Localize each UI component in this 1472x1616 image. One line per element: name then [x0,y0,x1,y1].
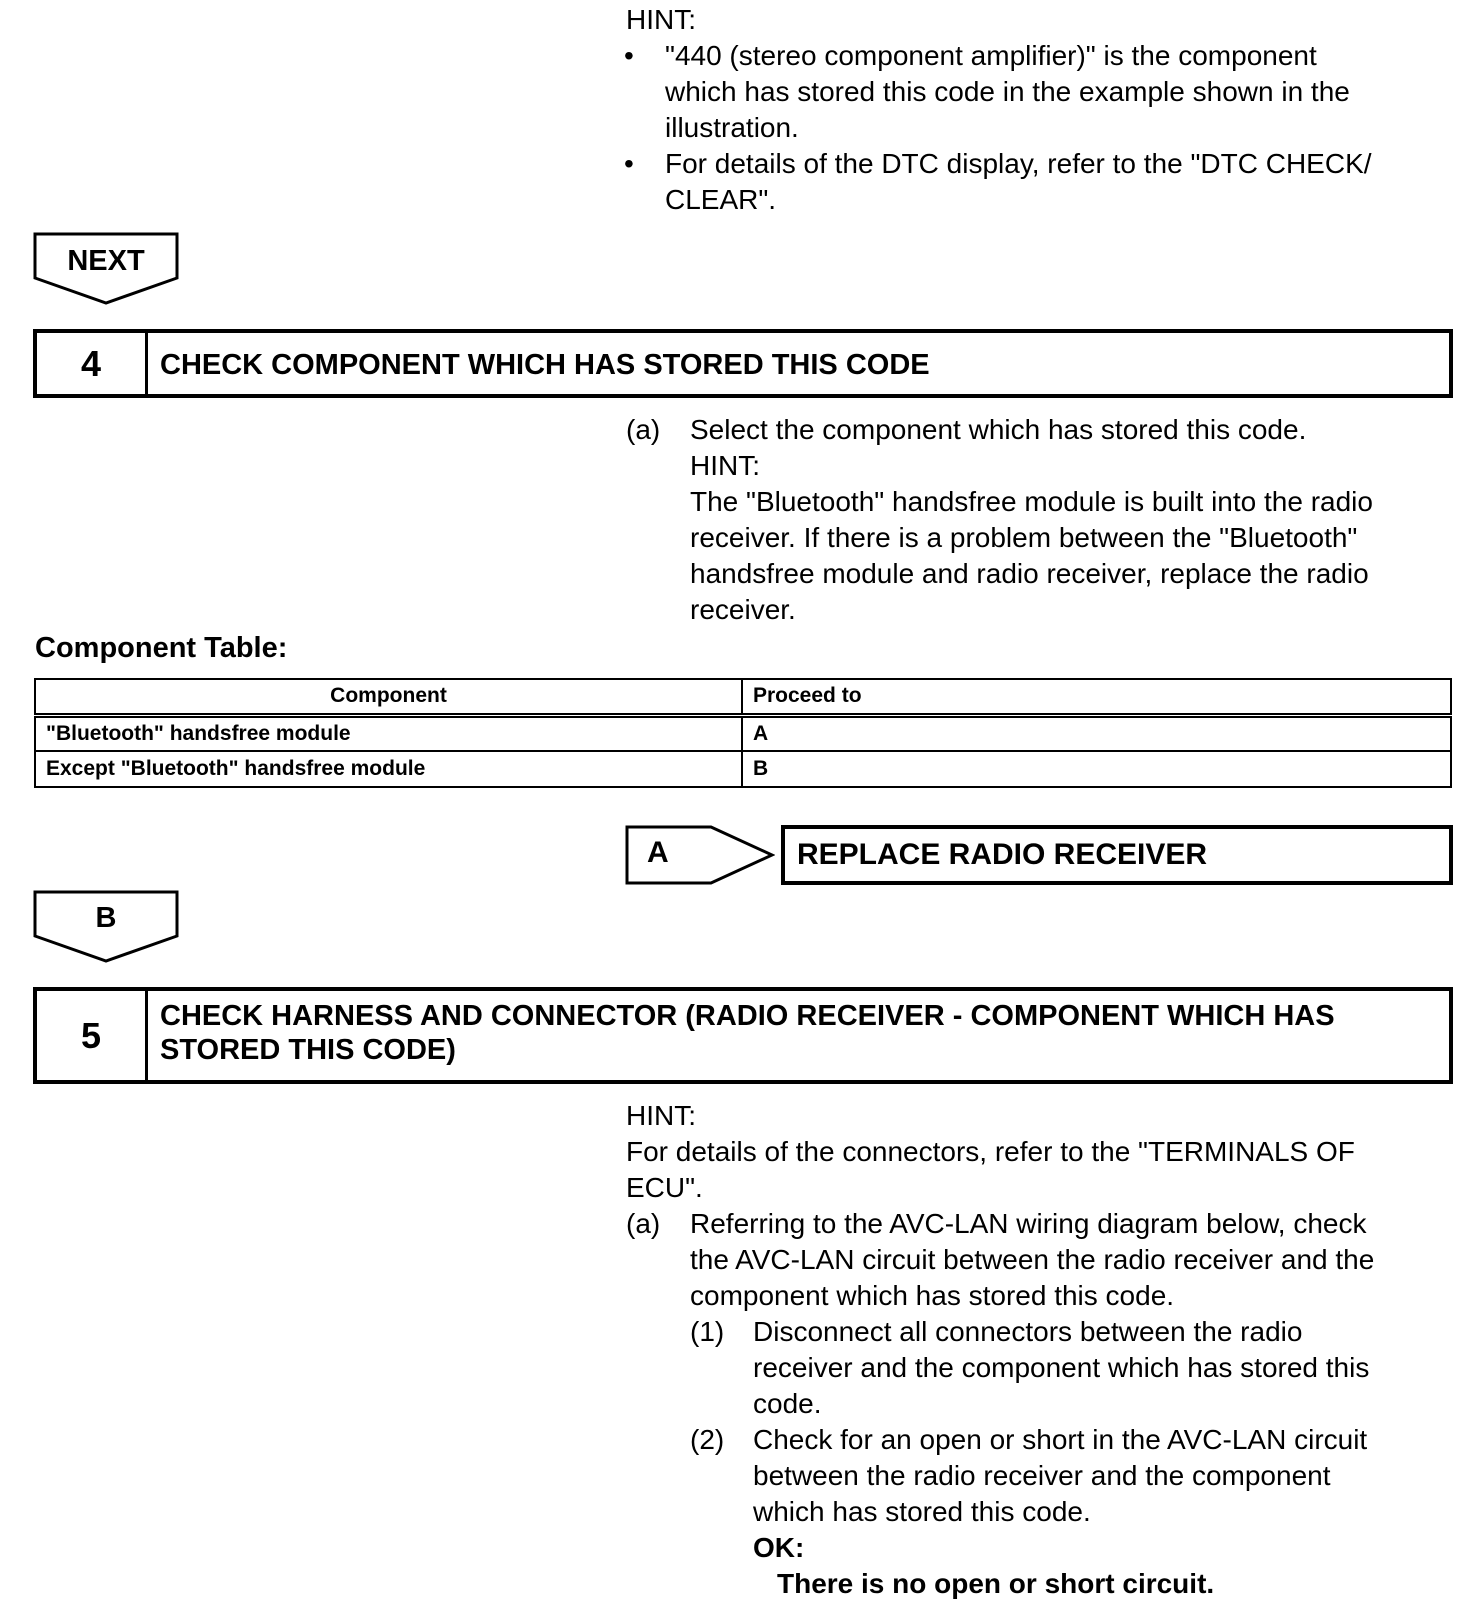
step-title [148,991,1449,1080]
sub-2-line-2: between the radio receiver and the component [753,1460,1331,1491]
step5-hint-line-1: For details of the connectors, refer to the "TERMINALS OF [626,1136,1355,1167]
table-cell: Except "Bluetooth" handsfree module [35,751,742,787]
step-number: 5 [37,991,148,1080]
step5-item-a-line-3: component which has stored this code. [690,1280,1175,1311]
step5-item-a-line-1: Referring to the AVC-LAN wiring diagram below, check [690,1208,1367,1239]
item-a-hint-label: HINT: [690,450,760,481]
top-hint-label: HINT: [626,4,696,35]
next-flag [33,232,179,306]
bullet-1-line-2: which has stored this code in the example shown in the [665,76,1350,107]
bullet-1-line-1: "440 (stereo component amplifier)" is the component [665,40,1317,71]
sub-1-line-1: Disconnect all connectors between the radio [753,1316,1303,1347]
result-a-label: A [647,836,669,869]
item-a-hint-line-4: receiver. [690,594,796,625]
sub-2-line-1: Check for an open or short in the AVC-LAN circuit [753,1424,1368,1455]
ok-text: There is no open or short circuit. [777,1568,1215,1599]
step5-item-a-marker: (a) [626,1208,661,1239]
table-cell: B [742,751,1451,787]
sub-1-line-2: receiver and the component which has stored this [753,1352,1370,1383]
item-a-hint-line-1: The "Bluetooth" handsfree module is built into the radio [690,486,1373,517]
table-header-row [35,679,1451,715]
sub-2-line-3: which has stored this code. [753,1496,1091,1527]
bullet-marker: • [624,40,634,71]
header-component: Component [35,679,742,715]
component-table-title: Component Table: [35,632,288,664]
step-number: 4 [37,333,148,394]
b-label: B [95,902,117,934]
item-a-hint-line-3: handsfree module and radio receiver, replace the radio [690,558,1369,589]
bullet-1-line-3: illustration. [665,112,799,143]
table-cell: "Bluetooth" handsfree module [35,715,742,751]
step5-hint-label: HINT: [626,1100,696,1131]
b-flag [33,890,179,964]
step-title-line-2: STORED THIS CODE) [160,1034,456,1066]
sub-1-marker: (1) [690,1316,725,1347]
result-a-arrow [625,825,775,885]
step5-item-a-line-2: the AVC-LAN circuit between the radio receiver and the [690,1244,1375,1275]
step-title: CHECK COMPONENT WHICH HAS STORED THIS CODE [160,349,930,381]
step-title-line-1: CHECK HARNESS AND CONNECTOR (RADIO RECEIVER - COMPONENT WHICH HAS [160,1000,1335,1032]
table-row [35,751,1451,787]
item-a-hint-line-2: receiver. If there is a problem between the "Bluetooth" [690,522,1358,553]
header-proceed-to: Proceed to [742,679,1451,715]
step-4-header [33,329,1453,398]
step-5-header [33,987,1453,1084]
next-label: NEXT [67,245,145,277]
ok-label: OK: [753,1532,805,1563]
item-a-marker: (a) [626,414,661,445]
table-row [35,715,1451,751]
table-cell: A [742,715,1451,751]
replace-radio-receiver-box: REPLACE RADIO RECEIVER [781,825,1453,885]
component-table [34,678,1452,788]
bullet-marker: • [624,148,634,179]
bullet-2-line-1: For details of the DTC display, refer to the "DTC CHECK/ [665,148,1372,179]
step5-hint-line-2: ECU". [626,1172,703,1203]
sub-2-marker: (2) [690,1424,725,1455]
item-a-text: Select the component which has stored this code. [690,414,1307,445]
bullet-2-line-2: CLEAR". [665,184,777,215]
sub-1-line-3: code. [753,1388,822,1419]
